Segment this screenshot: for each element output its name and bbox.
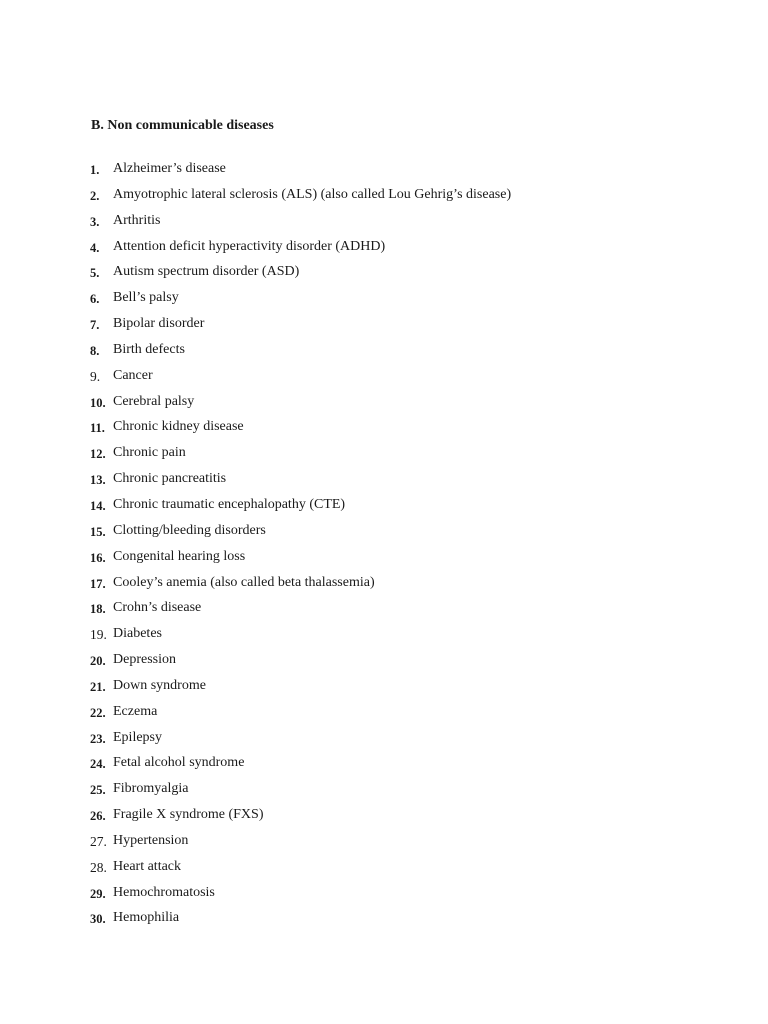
list-item [0, 702, 768, 728]
list-item-number: 24. [90, 757, 106, 772]
list-item [0, 495, 768, 521]
list-item-number: 2. [90, 188, 100, 203]
list-item-number: 3. [90, 214, 100, 229]
list-item [0, 908, 768, 934]
list-item-text: Cooley’s anemia (also called beta thalassemia) [113, 574, 375, 590]
list-item [0, 883, 768, 909]
list-item-number: 4. [90, 240, 100, 255]
list-item-number: 20. [90, 654, 106, 669]
list-item-text: Diabetes [113, 626, 162, 642]
list-item-number: 7. [90, 318, 100, 333]
list-item-text: Fibromyalgia [113, 781, 189, 797]
list-item [0, 728, 768, 754]
list-item-number: 19. [90, 627, 107, 643]
list-item-number: 16. [90, 550, 106, 565]
list-item [0, 366, 768, 392]
list-item-number: 30. [90, 912, 106, 927]
list-item-text: Chronic pancreatitis [113, 471, 227, 487]
list-item-text: Bell’s palsy [113, 290, 179, 306]
list-item-text: Attention deficit hyperactivity disorder (ADHD) [113, 238, 386, 254]
list-item-text: Chronic pain [113, 445, 186, 461]
list-item-number: 9. [90, 368, 101, 384]
list-item-number: 28. [90, 859, 107, 875]
list-item-text: Crohn’s disease [113, 600, 202, 616]
list-item-text: Birth defects [113, 341, 185, 357]
list-item [0, 469, 768, 495]
list-item-number: 13. [90, 473, 106, 488]
list-item [0, 392, 768, 418]
list-item-text: Heart attack [113, 858, 182, 874]
list-item-text: Hemochromatosis [113, 884, 215, 900]
list-item-text: Hypertension [113, 832, 189, 848]
list-item-text: Amyotrophic lateral sclerosis (ALS) (also called Lou Gehrig’s disease) [113, 186, 512, 202]
list-item-text: Down syndrome [113, 677, 206, 693]
list-item-text: Chronic kidney disease [113, 419, 244, 435]
list-item-number: 12. [90, 447, 106, 462]
list-item [0, 417, 768, 443]
list-item [0, 753, 768, 779]
list-item [0, 211, 768, 237]
disease-list [0, 159, 768, 934]
list-item [0, 805, 768, 831]
list-item-number: 17. [90, 576, 106, 591]
section-heading: B. Non communicable diseases [91, 118, 274, 133]
list-item-text: Clotting/bleeding disorders [113, 522, 266, 538]
list-item-text: Alzheimer’s disease [113, 161, 226, 176]
list-item [0, 159, 768, 185]
list-item-number: 23. [90, 731, 106, 746]
list-item [0, 547, 768, 573]
list-item-number: 6. [90, 292, 100, 307]
list-item-number: 18. [90, 602, 106, 617]
list-item [0, 443, 768, 469]
list-item-number: 8. [90, 343, 100, 358]
list-item-text: Fragile X syndrome (FXS) [113, 807, 264, 823]
list-item-number: 5. [90, 266, 100, 281]
list-item-text: Arthritis [113, 212, 161, 228]
list-item-number: 22. [90, 705, 106, 720]
list-item-text: Bipolar disorder [113, 316, 205, 332]
list-item-number: 1. [90, 163, 100, 177]
list-item-text: Eczema [113, 703, 158, 719]
list-item-text: Hemophilia [113, 910, 180, 926]
list-item-text: Autism spectrum disorder (ASD) [113, 264, 300, 280]
list-item [0, 288, 768, 314]
list-item [0, 779, 768, 805]
list-item [0, 676, 768, 702]
list-item [0, 624, 768, 650]
list-item [0, 857, 768, 883]
list-item-number: 15. [90, 524, 106, 539]
list-item-number: 27. [90, 833, 107, 849]
list-item-number: 10. [90, 395, 106, 410]
list-item-text: Cerebral palsy [113, 393, 195, 409]
list-item-number: 14. [90, 498, 106, 513]
list-item [0, 237, 768, 263]
list-item [0, 573, 768, 599]
list-item [0, 262, 768, 288]
list-item-text: Fetal alcohol syndrome [113, 755, 245, 771]
list-item-number: 25. [90, 783, 106, 798]
list-item [0, 650, 768, 676]
list-item-text: Chronic traumatic encephalopathy (CTE) [113, 496, 346, 512]
list-item [0, 314, 768, 340]
list-item [0, 185, 768, 211]
list-item-text: Cancer [113, 367, 153, 383]
list-item [0, 521, 768, 547]
list-item-number: 21. [90, 679, 106, 694]
list-item-text: Epilepsy [113, 729, 162, 745]
list-item-number: 11. [90, 421, 105, 436]
list-item-text: Depression [113, 652, 176, 668]
list-item [0, 598, 768, 624]
list-item-text: Congenital hearing loss [113, 548, 246, 564]
list-item-number: 29. [90, 886, 106, 901]
list-item-number: 26. [90, 809, 106, 824]
list-item [0, 340, 768, 366]
list-item [0, 831, 768, 857]
